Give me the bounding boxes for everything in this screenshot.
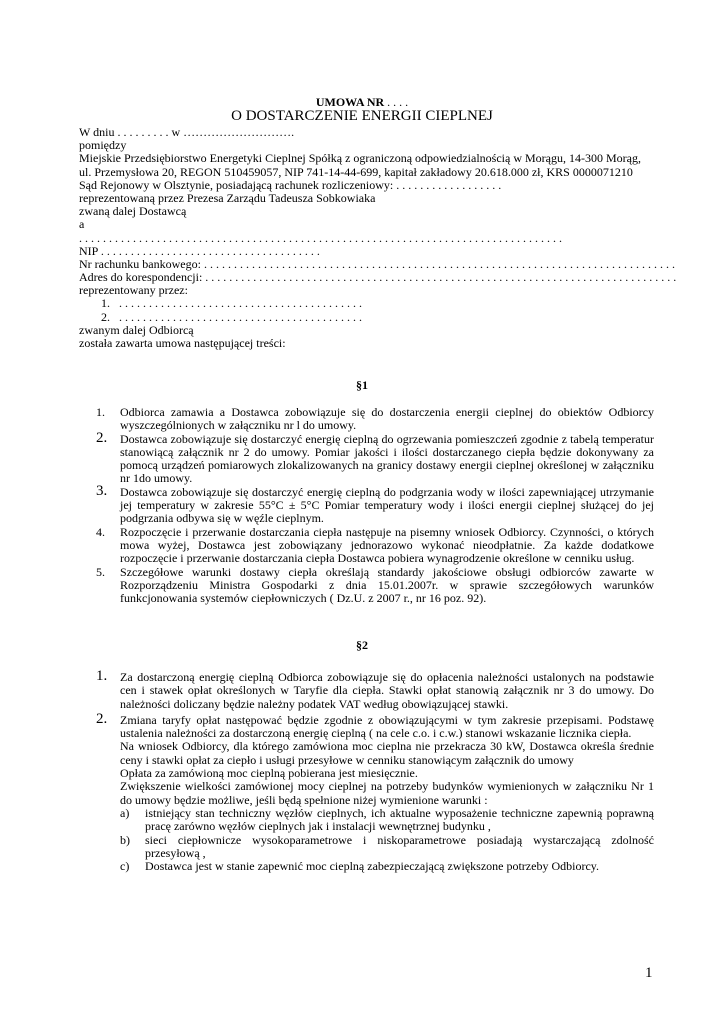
paragraph <box>96 767 654 780</box>
recipient-called: zwanym dalej Odbiorcą <box>79 322 194 337</box>
conditions-list <box>96 807 654 873</box>
condition-item <box>120 834 654 861</box>
list-item <box>96 526 654 566</box>
recipient-name-blank: . . . . . . . . . . . . . . . . . . . . . . . . . . . . . . . . . . . . . . . . . . . . . . . . . . . . . . . . . . . . . . . . . . . . . . . . . . . . . . . . . <box>79 230 562 245</box>
contract-subtitle: O DOSTARCZENIE ENERGII CIEPLNEJ <box>231 108 493 124</box>
list-item <box>96 668 654 711</box>
representative-number: 2. <box>101 309 110 324</box>
paragraph-text: Opłata za zamówioną moc cieplną pobierana jest miesięcznie. <box>120 766 418 781</box>
and-label: a <box>79 217 85 232</box>
condition-item <box>120 807 654 834</box>
representative-blank: . . . . . . . . . . . . . . . . . . . . . . . . . . . . . . . . . . . . . . . . . <box>119 309 362 324</box>
paragraph <box>96 780 654 807</box>
contract-concluded-line: została zawarta umowa następującej treści: <box>79 336 286 350</box>
section-1-heading: §1 <box>356 378 368 392</box>
recipient-bank-account: Nr rachunku bankowego: . . . . . . . . . . . . . . . . . . . . . . . . . . . . . . . . . . . . . . . . . . . . . . . . . . . . . . . . . . . . . . . . . . . . . . . . . . . . . . . <box>79 256 675 271</box>
section-2-heading: §2 <box>356 638 368 652</box>
item-number: 1. <box>96 668 108 684</box>
condition-letter: b) <box>120 832 130 847</box>
representative-blank: . . . . . . . . . . . . . . . . . . . . . . . . . . . . . . . . . . . . . . . . . <box>119 296 362 311</box>
list-item <box>96 566 654 606</box>
recipient-represented-by: reprezentowany przez: <box>79 283 188 298</box>
item-number: 4. <box>96 524 105 539</box>
item-text: Za dostarczoną energię cieplną Odbiorca zobowiązuje się do opłacenia należności ustalonych na podstawie cen i stawek opłat określonych w Taryfie dla ciepła. Stawki opłat stanowią załącznik nr 3 do umowy. Do należności doliczany będzie należny podatek VAT według obowiązującej stawki. <box>120 670 654 711</box>
item-text: Szczegółowe warunki dostawy ciepła określają standardy jakościowe obsługi odbiorców zawarte w Rozporządzeniu Ministra Gospodarki z dnia 15.01.2007r. w sprawie szczegółowych warunków funkcjonowania systemów ciepłowniczych ( Dz.U. z 2007 r., nr 16 poz. 92). <box>120 564 654 606</box>
item-text: Odbiorca zamawia a Dostawca zobowiązuje się do dostarczenia energii cieplnej do obiektów Odbiorcy wyszczególnionych w załączniku nr l do umowy. <box>120 405 654 433</box>
condition-text: Dostawca jest w stanie zapewnić moc cieplną zabezpieczającą zwiększone potrzeby Odbiorcy. <box>145 859 600 874</box>
condition-text: istniejący stan techniczny węzłów cieplnych, ich aktualne wyposażenie techniczne zapewnią poprawną pracę zarówno węzłów cieplnych jak i instalacji wewnętrznej budynku , <box>145 805 654 834</box>
item-text: Dostawca zobowiązuje się dostarczyć energię cieplną do podgrzania wody w ilości zapewniającej utrzymanie jej temperatury w zakresie 55°C ± 5°C Pomiar temperatury wody i ilości energii cieplnej służącej do jej podgrzania odbywa się w węźle cieplnym. <box>120 484 654 526</box>
condition-item <box>120 860 654 873</box>
paragraph <box>96 740 654 767</box>
list-item <box>96 482 654 526</box>
item-number: 5. <box>96 564 105 579</box>
section-2-list <box>96 668 654 874</box>
list-item <box>96 710 654 741</box>
title-text: UMOWA NR <box>315 95 385 109</box>
representative-number: 1. <box>101 296 110 311</box>
section-1-list <box>96 406 654 605</box>
title-number-dots: . . . . <box>384 95 409 109</box>
supplier-representative: reprezentowaną przez Prezesa Zarządu Tadeusza Sobkowiaka <box>79 190 376 205</box>
paragraph-text: Na wniosek Odbiorcy, dla którego zamówiona moc cieplna nie przekracza 30 kW, Dostawca określa średnie ceny i stawki opłat za ciepło i usługi przesyłowe w cenniku stanowiącym załącznik do umowy <box>120 739 654 767</box>
supplier-line-3: Sąd Rejonowy w Olsztynie, posiadającą rachunek rozliczeniowy: . . . . . . . . . . . . . . . . . . <box>79 177 502 192</box>
condition-letter: c) <box>120 859 130 874</box>
parties-block <box>79 125 677 350</box>
item-text: Zmiana taryfy opłat następować będzie zgodnie z obowiązującymi w tym zakresie przepisami. Podstawę ustalenia należności za dostarczoną energię cieplną ( na cele c.o. i c.w.) stanowi wskazanie licznika ciepła. <box>120 712 654 741</box>
item-number: 2. <box>96 429 108 446</box>
supplier-line-1: Miejskie Przedsiębiorstwo Energetyki Cieplnej Spółką z ograniczoną odpowiedzialnością w Morągu, 14-300 Morąg, <box>79 151 641 166</box>
list-item <box>96 406 654 433</box>
paragraph-text: Zwiększenie wielkości zamówionej mocy cieplnej na potrzeby budynków wymienionych w załączniku Nr 1 do umowy będzie możliwe, jeśli będą spełnione niżej wymienione warunki : <box>120 779 654 807</box>
condition-letter: a) <box>120 805 130 820</box>
representative-item <box>79 311 657 324</box>
item-number: 3. <box>96 482 108 499</box>
supplier-called: zwaną dalej Dostawcą <box>79 204 187 219</box>
item-text: Rozpoczęcie i przerwanie dostarczania ciepła następuje na pisemny wniosek Odbiorcy. Czynności, o których mowa wyżej, Dostawca jest zobowiązany jednorazowo wykonać nieodpłatnie. Za każde dodatkowe rozpoczęcie i przerwanie dostarczania ciepła Dostawca pobiera wynagrodzenie określone w cenniku usług. <box>120 524 654 566</box>
date-line: W dniu . . . . . . . . . w ………………………. <box>79 125 295 139</box>
item-text: Dostawca zobowiązuje się dostarczyć energię cieplną do ogrzewania pomieszczeń zgodnie z tabelą temperatur stanowiącą załącznik nr 2 do umowy. Pomiar jakości i ilości dostarczanego ciepła będzie dokonywany za pomocą urządzeń pomiarowych zlokalizowanych na granicy dostawy energii cieplnej określonej w załączniku nr 1do umowy. <box>120 431 654 486</box>
recipient-address: Adres do korespondencji: . . . . . . . . . . . . . . . . . . . . . . . . . . . . . . . . . . . . . . . . . . . . . . . . . . . . . . . . . . . . . . . . . . . . . . . . . . . . . . . <box>79 270 677 285</box>
list-item <box>96 429 654 486</box>
item-number: 2. <box>96 710 108 727</box>
page-number: 1 <box>645 965 653 981</box>
item-number: 1. <box>96 405 105 419</box>
recipient-nip: NIP . . . . . . . . . . . . . . . . . . . . . . . . . . . . . . . . . . . . . <box>79 243 320 258</box>
supplier-line-2: ul. Przemysłowa 20, REGON 510459057, NIP 741-14-44-699, kapitał zakładowy 20.618.000 zł, KRS 0000071210 <box>79 164 633 179</box>
between-label: pomiędzy <box>79 138 127 153</box>
condition-text: sieci ciepłownicze wysokoparametrowe i niskoparametrowe posiadają wystarczającą zdolność przesyłową , <box>145 832 654 860</box>
